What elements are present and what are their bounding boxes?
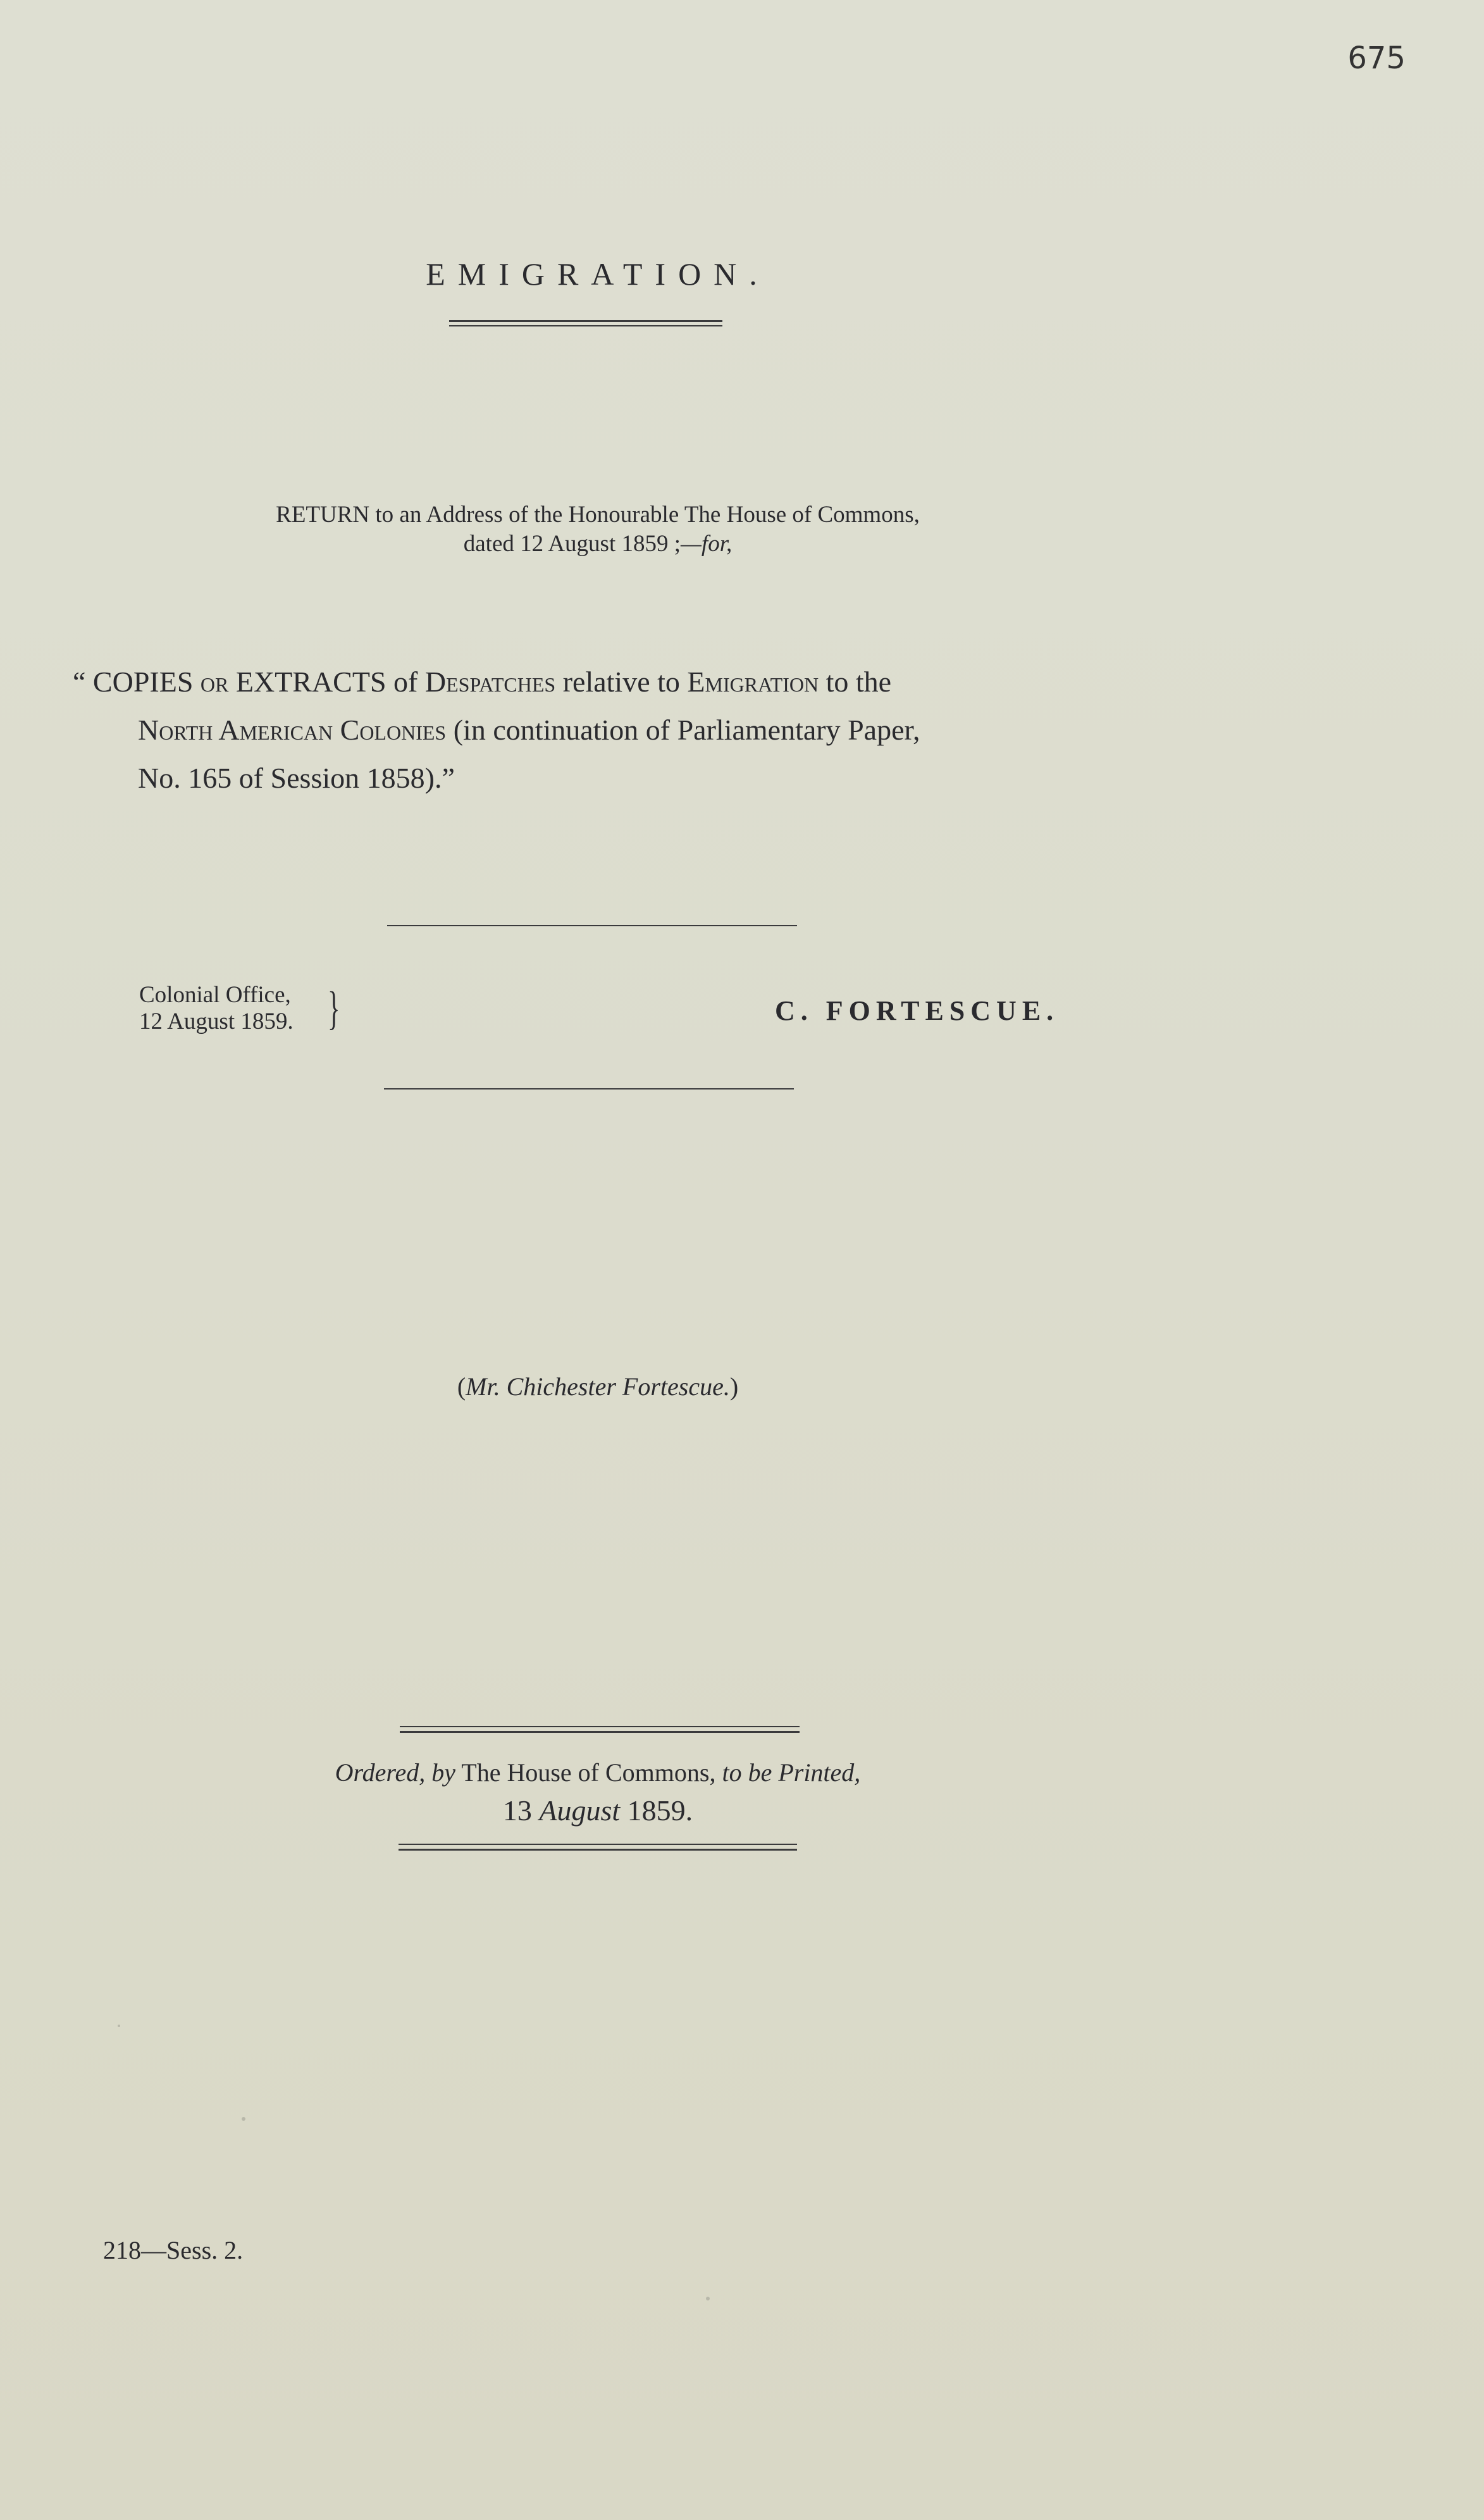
return-address-line-1: RETURN to an Address of the Honourable The House of Commons, [276, 502, 920, 528]
member-name: Mr. Chichester Fortescue. [466, 1372, 730, 1401]
order-rule-top-2 [400, 1731, 800, 1733]
printing-order [0, 1754, 1196, 1830]
member-open-paren: ( [457, 1372, 466, 1401]
return-address-date: dated 12 August 1859 ; [463, 531, 681, 557]
relative-to-words: relative to [555, 666, 688, 698]
to-the-words: to the [819, 666, 892, 698]
printing-order-line-2 [0, 1792, 1196, 1830]
paper-speck [706, 2297, 710, 2300]
order-rule-bottom-2 [399, 1849, 797, 1851]
section-rule-1 [387, 925, 797, 926]
title-rule-top [449, 320, 722, 322]
emigration-word: Emigration [687, 666, 819, 698]
member-attribution [0, 1372, 1196, 1401]
copies-line-3: No. 165 of Session 1858).” [138, 762, 455, 794]
order-rule-bottom-1 [399, 1844, 797, 1845]
title-rule-bottom [449, 325, 722, 326]
ordered-by: Ordered, by [335, 1758, 455, 1787]
signature: C. FORTESCUE. [775, 995, 1060, 1026]
paper-speck [242, 2117, 245, 2121]
copies-line-2 [138, 706, 1115, 754]
colonial-office-line-2: 12 August 1859. [139, 1009, 294, 1034]
sessional-reference: 218—Sess. 2. [103, 2236, 244, 2264]
order-year: 1859. [620, 1794, 693, 1827]
continuation-text: (in continuation of Parliamentary Paper, [446, 714, 920, 746]
page-number: 675 [1347, 40, 1406, 76]
return-address-line-2 [0, 529, 1196, 559]
extracts-word: EXTRACTS [235, 666, 386, 698]
copies-word: COPIES [92, 666, 194, 698]
or-word: or [193, 666, 236, 698]
of-word: of [386, 666, 425, 698]
return-address-for: —for, [681, 531, 733, 557]
colonial-office-line-1: Colonial Office, [139, 982, 291, 1008]
open-quote: “ [73, 666, 93, 698]
colonies-name: North American Colonies [138, 714, 447, 746]
despatches-word: Despatches [424, 666, 556, 698]
to-be-printed: to be Printed, [722, 1758, 861, 1787]
copies-line-1 [73, 658, 1113, 706]
order-house: The House of Commons, [455, 1758, 722, 1787]
order-day: 13 [502, 1794, 540, 1827]
order-rule-top-1 [400, 1726, 800, 1727]
paper-speck [118, 2025, 120, 2027]
section-rule-2 [384, 1088, 794, 1089]
order-month: August [539, 1794, 621, 1827]
document-title: EMIGRATION. [426, 256, 770, 292]
colonial-office-block [139, 982, 340, 1035]
printing-order-line-1 [0, 1754, 1196, 1792]
member-close-paren: ) [729, 1372, 739, 1401]
brace-glyph: } [327, 983, 340, 1034]
